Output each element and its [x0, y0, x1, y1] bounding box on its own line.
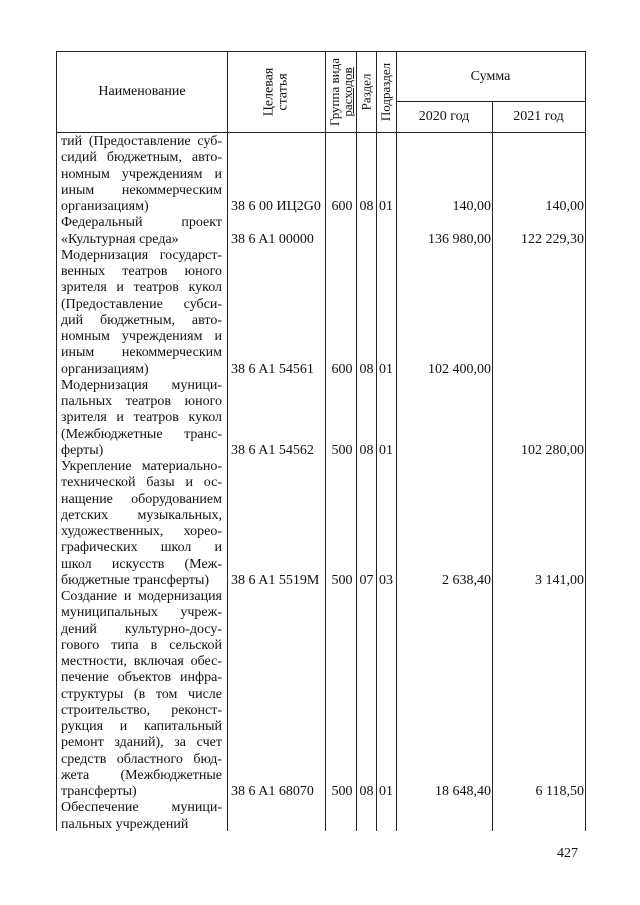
col-divider	[227, 52, 228, 831]
header-year1	[396, 101, 492, 132]
header-target-line1: Целевая	[260, 67, 276, 117]
row-section: 08	[359, 199, 374, 214]
row-name-line: ферты)	[61, 442, 104, 458]
header-target-line2: статья	[274, 73, 290, 111]
header-bottom-line	[57, 132, 585, 133]
row-sum-2021: 122 229,30	[521, 231, 584, 247]
row-name-line: местности, включая обес-	[61, 654, 222, 669]
header-year2	[492, 101, 585, 132]
row-name-line: зрителя и театров кукол	[61, 410, 222, 426]
row-name-line: (Межбюджетные транс-	[61, 426, 222, 442]
header-name-label: Наименование	[98, 84, 186, 99]
header-group-label	[328, 58, 354, 126]
row-target-code: 38 6 00 ИЦ2G0	[231, 199, 321, 214]
row-group: 500	[331, 442, 353, 458]
row-name-line: тий (Предоставление суб-	[61, 134, 222, 149]
header-target-label	[262, 68, 290, 117]
row-name-line: бюджетные трансферты)	[61, 572, 210, 588]
row-name-line: (Предоставление субси-	[61, 296, 222, 312]
row-name	[61, 378, 222, 459]
row-name-line: гового типа в сельской	[61, 637, 222, 653]
row-name-line: структуры (в том числе	[61, 686, 222, 702]
row-sum-2021: 6 118,50	[535, 784, 584, 799]
col-divider	[396, 52, 397, 831]
row-sum-2021: 102 280,00	[521, 442, 584, 458]
header-name	[57, 52, 227, 132]
row-name-line: графических школ и	[61, 540, 222, 556]
header-year2-label: 2021 год	[513, 108, 564, 124]
row-name-line: номным учреждениям и	[61, 329, 222, 344]
row-name-line: печение объектов инфра-	[61, 670, 222, 686]
row-name-line: муниципальных учреж-	[61, 605, 222, 621]
row-section: 08	[359, 361, 374, 377]
row-name-line: иным некоммерческим	[61, 345, 222, 361]
header-subsection	[376, 52, 396, 132]
header-group	[325, 52, 356, 132]
col-divider	[376, 52, 377, 831]
row-name-line: технической базы и ос-	[61, 475, 222, 491]
row-subsection: 01	[379, 361, 393, 377]
page-number: 427	[557, 846, 578, 861]
row-target-code: 38 6 A1 68070	[231, 784, 314, 799]
row-target-code: 38 6 A1 00000	[231, 231, 314, 247]
col-divider	[325, 52, 326, 831]
row-name-line: Модернизация государст-	[61, 247, 222, 263]
header-group-line2: расходов	[339, 67, 355, 117]
row-name-line: жета (Межбюджетные	[61, 767, 222, 783]
row-name-line: средств областного бюд-	[61, 751, 222, 767]
row-name-line: сидий бюджетным, авто-	[61, 150, 222, 166]
header-section	[356, 52, 376, 132]
row-name	[61, 134, 222, 215]
row-name-line: венных театров юного	[61, 264, 222, 279]
row-name-line: Создание и модернизация	[61, 589, 222, 604]
row-name-line: пальных театров юного	[61, 394, 222, 409]
row-section: 08	[359, 784, 374, 799]
row-subsection: 01	[379, 199, 393, 214]
col-divider	[492, 101, 493, 831]
row-sum-2020: 136 980,00	[428, 231, 491, 247]
row-name	[61, 589, 222, 800]
row-group: 600	[331, 361, 353, 377]
row-name-line: организациям)	[61, 361, 149, 377]
row-group: 500	[331, 784, 353, 799]
header-group-line1: Группа вида	[326, 58, 342, 126]
header-subsection-label: Подраздел	[378, 62, 394, 122]
row-group: 500	[331, 572, 353, 588]
row-section: 07	[359, 572, 374, 588]
row-name	[61, 215, 222, 248]
row-name-line: Обеспечение муници-	[61, 800, 222, 816]
header-year1-label: 2020 год	[418, 108, 470, 124]
row-name-line: пальных учреждений	[61, 816, 189, 832]
row-sum-2021: 140,00	[545, 199, 584, 214]
row-target-code: 38 6 A1 5519M	[231, 572, 320, 588]
row-sum-2020: 140,00	[452, 199, 491, 214]
col-divider	[356, 52, 357, 831]
row-name-line: ремонт зданий), за счет	[61, 735, 222, 751]
row-name-line: школ искусств (Меж-	[61, 556, 222, 572]
row-target-code: 38 6 A1 54562	[231, 442, 314, 458]
row-name-line: художественных, хорео-	[61, 524, 222, 539]
row-sum-2021: 3 141,00	[535, 572, 584, 588]
row-name-line: дений культурно-досу-	[61, 621, 222, 637]
row-subsection: 01	[379, 784, 393, 799]
row-name	[61, 248, 222, 378]
row-target-code: 38 6 A1 54561	[231, 361, 314, 377]
row-name-line: Укрепление материально-	[61, 459, 222, 474]
row-subsection: 03	[379, 572, 393, 588]
row-name-line: нащение оборудованием	[61, 491, 222, 507]
row-subsection: 01	[379, 442, 393, 458]
row-name-line: рукция и капитальный	[61, 719, 222, 734]
row-name-line: дий бюджетным, авто-	[61, 312, 222, 328]
budget-table	[56, 51, 586, 831]
row-name-line: организациям)	[61, 199, 149, 214]
row-sum-2020: 2 638,40	[442, 572, 491, 588]
row-name-line: трансферты)	[61, 784, 137, 799]
row-sum-2020: 102 400,00	[428, 361, 491, 377]
header-section-label: Раздел	[358, 73, 373, 111]
row-name-line: зрителя и театров кукол	[61, 280, 222, 296]
row-name-line: «Культурная среда»	[61, 231, 179, 247]
row-name-line: детских музыкальных,	[61, 507, 222, 523]
row-name-line: Модернизация муници-	[61, 377, 222, 393]
header-sum	[396, 52, 585, 101]
row-name	[61, 800, 222, 833]
row-name-line: Федеральный проект	[61, 215, 222, 231]
row-section: 08	[359, 442, 374, 458]
row-name-line: номным учреждениям и	[61, 166, 222, 182]
row-sum-2020: 18 648,40	[435, 784, 491, 799]
row-name	[61, 459, 222, 589]
row-group: 600	[331, 199, 353, 214]
header-sum-label: Сумма	[470, 68, 511, 84]
row-name-line: иным некоммерческим	[61, 182, 222, 198]
header-target	[227, 52, 325, 132]
row-name-line: строительство, реконст-	[61, 702, 222, 718]
